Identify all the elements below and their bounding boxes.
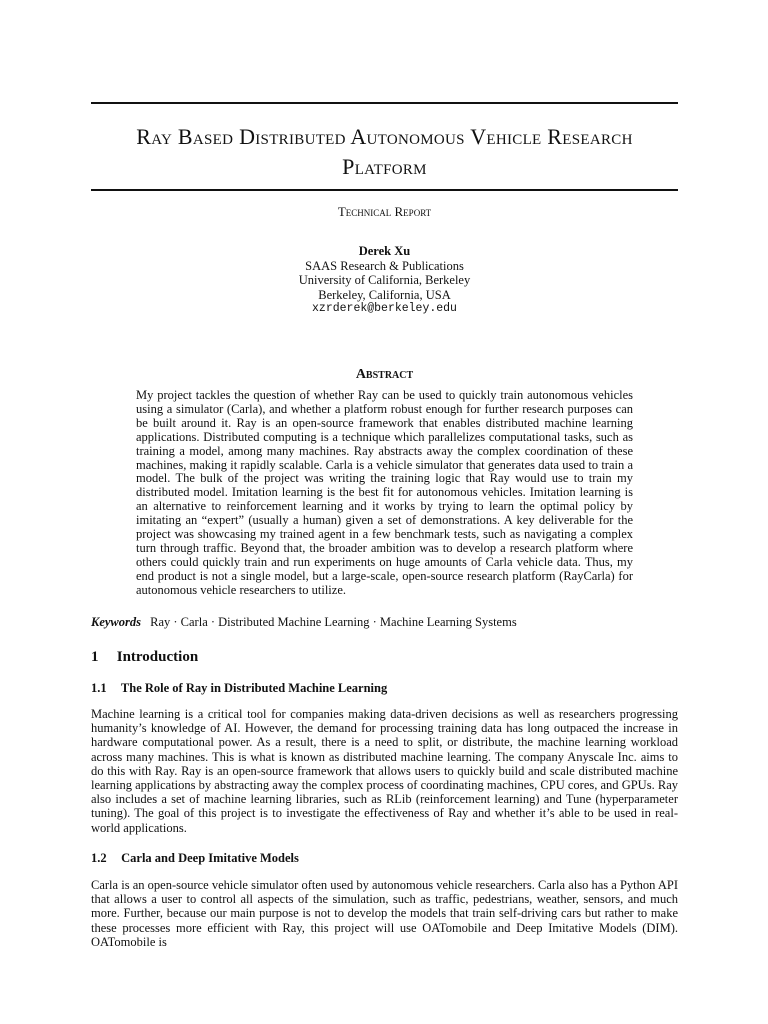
section-heading-introduction: [91, 649, 678, 666]
keywords-text: Ray · Carla · Distributed Machine Learning · Machine Learning Systems: [150, 615, 517, 629]
report-type-label: Technical Report: [337, 204, 432, 219]
author-location: Berkeley, California, USA: [318, 287, 451, 302]
abstract-heading: Abstract: [355, 367, 414, 382]
title-rule-bottom: [91, 189, 678, 191]
subsection-number: 1.2: [91, 851, 107, 865]
keywords-line: [91, 615, 678, 630]
subsection-heading-ray: [91, 681, 678, 696]
author-affiliation-2: University of California, Berkeley: [298, 273, 471, 287]
paper-title: [91, 122, 678, 182]
author-email: xzrderek@berkeley.edu: [312, 302, 457, 315]
title-rule-top: [91, 102, 678, 104]
subsection-title: Carla and Deep Imitative Models: [121, 851, 299, 865]
section-title: Introduction: [116, 649, 199, 665]
paper-title-line-1: Ray Based Distributed Autonomous Vehicle Research: [136, 124, 633, 149]
author-name: Derek Xu: [358, 244, 411, 258]
subsection-title: The Role of Ray in Distributed Machine Learning: [120, 681, 388, 695]
subsection-heading-carla: [91, 851, 678, 866]
section-number: 1: [91, 649, 99, 665]
paragraph-ray: Machine learning is a critical tool for companies making data-driven decisions as well as researchers progressing humanity’s knowledge of AI. However, the demand for processing training data has long outpaced the increase in hardware computational power. As a result, there is a need to split, or distribute, the machine learning workload across many machines. This is what is known as distributed machine learning. The company Anyscale Inc. aims to do this with Ray. Ray is an open-source framework that allows users to quickly build and scale distributed machine learning applications by abstracting away the complex process of coordinating machines, CPU cores, and GPUs. Ray also includes a set of machine learning libraries, such as RLib (reinforcement learning) and Tune (hyperparameter tuning). The goal of this project is to investigate the effectiveness of Ray and whether it’s able to be used in real-world applications.: [91, 707, 678, 835]
author-block: [91, 244, 678, 317]
subsection-number: 1.1: [91, 681, 107, 695]
abstract-text: My project tackles the question of whether Ray can be used to quickly train autonomous vehicles using a simulator (Carla), and whether a platform robust enough for further research purposes can be built around it. Ray is an open-source framework that enables distributed machine learning applications. Distributed computing is a technique which parallelizes computational tasks, such as training a model, among many machines. Ray abstracts away the complex coordination of these machines, making it rapidly scalable. Carla is a vehicle simulator that generates data used to train a model. The bulk of the project was writing the training logic that Ray would use to train my distributed model. Imitation learning is the best fit for autonomous vehicles. Imitation learning is an alternative to reinforcement learning and it works by trying to learn the optimal policy by imitating an “expert” (usually a human) given a set of demonstrations. A key deliverable for the project was showcasing my trained agent in a few benchmark tests, such as navigating a complex turn through traffic. Beyond that, the broader ambition was to develop a research platform where others could quickly train and run experiments on huge amounts of Carla vehicle data. Thus, my end product is not a single model, but a large-scale, open-source research platform (RayCarla) for autonomous vehicle researchers to utilize.: [136, 388, 633, 597]
paper-title-line-2: Platform: [342, 154, 427, 179]
paragraph-carla: Carla is an open-source vehicle simulator often used by autonomous vehicle researchers. Carla also has a Python API that allows a user to control all aspects of the simulation, such as traffic, pedestrians, weather, sensors, and much more. Further, because our main purpose is not to develop the models that train self-driving cars but rather to make these processes more efficient with Ray, this project will use OATomobile and Deep Imitative Models (DIM). OATomobile is: [91, 878, 678, 949]
keywords-label: Keywords: [91, 615, 141, 629]
author-affiliation-1: SAAS Research & Publications: [305, 258, 464, 273]
